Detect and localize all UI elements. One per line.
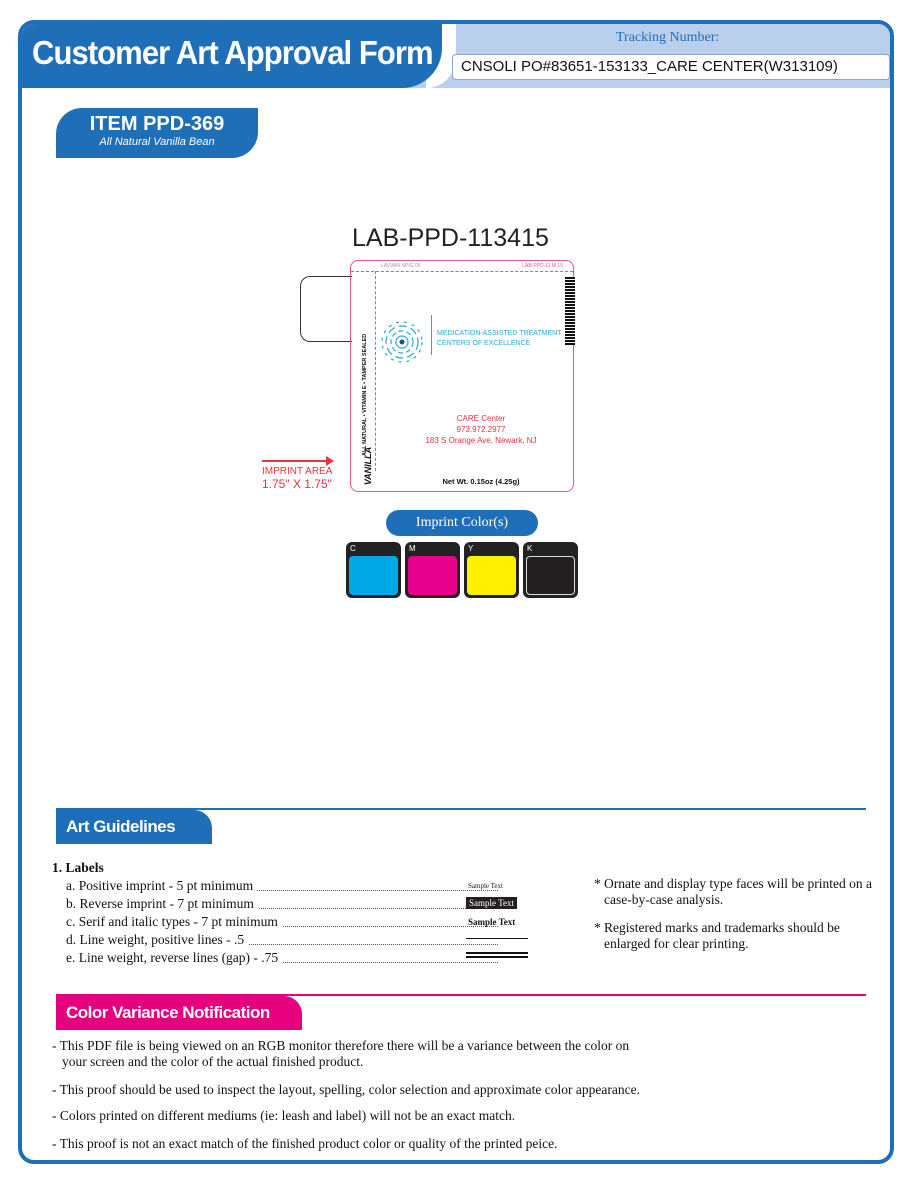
side-flavor: VANILLA <box>363 446 374 486</box>
page-title: Customer Art Approval Form <box>32 34 433 71</box>
swatch-fill <box>408 556 457 595</box>
swatch-letter: M <box>409 544 416 553</box>
net-weight: Net Wt. 0.15oz (4.25g) <box>442 477 520 486</box>
guideline-row <box>66 914 466 932</box>
org-name <box>437 329 561 349</box>
color-variance-title: Color Variance Notification <box>56 996 302 1030</box>
tracking-number-field[interactable]: CNSOLI PO#83651-153133_CARE CENTER(W313109) <box>452 54 890 80</box>
org-line-1: MEDICATION-ASSISTED TREATMENT <box>437 330 562 337</box>
swatch-cyan <box>346 542 401 598</box>
sample-reverse-line <box>466 952 528 958</box>
guideline-row <box>66 896 466 914</box>
art-guidelines-title: Art Guidelines <box>56 810 212 844</box>
note-text: Registered marks and trademarks should be enlarged for clear printing. <box>604 920 840 951</box>
barcode-icon <box>565 277 575 345</box>
variance-item: - This proof should be used to inspect the layout, spelling, color selection and approximate color appearance. <box>52 1082 640 1097</box>
swatch-fill <box>467 556 516 595</box>
imprint-colors-label: Imprint Color(s) <box>386 510 538 536</box>
imprint-arrow-icon <box>262 456 334 466</box>
bleed-line-left <box>375 271 376 471</box>
swatch-yellow <box>464 542 519 598</box>
sample-positive-line <box>466 938 528 939</box>
side-text: ALL NATURAL • VITAMIN E • TAMPER SEALED <box>362 333 368 456</box>
note-bullet: * <box>594 920 601 935</box>
guideline-row <box>66 950 466 968</box>
label-tiny-code-right: LAB-PPD-11 M 15 <box>522 263 563 269</box>
swirl-logo-icon <box>379 319 425 365</box>
sample-positive: Sample Text <box>468 882 503 890</box>
note-bullet: * <box>594 876 601 891</box>
guidelines-section: 1. Labels <box>52 860 104 875</box>
guideline-text: c. Serif and italic types - 7 pt minimum <box>66 914 282 929</box>
sample-reverse: Sample Text <box>466 897 517 909</box>
swatch-letter: C <box>350 544 356 553</box>
care-info <box>391 413 571 446</box>
guideline-note <box>594 920 874 952</box>
imprint-area-label: IMPRINT AREA <box>262 466 333 477</box>
item-name: All Natural Vanilla Bean <box>99 136 215 148</box>
swatch-fill <box>349 556 398 595</box>
guideline-text: d. Line weight, positive lines - .5 <box>66 932 248 947</box>
note-text: Ornate and display type faces will be printed on a case-by-case analysis. <box>604 876 873 907</box>
label-side-strip <box>357 275 374 486</box>
imprint-area <box>262 466 332 490</box>
swatch-fill <box>526 556 575 595</box>
swatch-black <box>523 542 578 598</box>
item-code: ITEM PPD-369 <box>89 113 225 135</box>
guideline-row <box>66 878 466 896</box>
label-code: LAB-PPD-113415 <box>352 224 549 252</box>
swatch-letter: K <box>527 544 533 553</box>
variance-item: - This proof is not an exact match of the finished product color or quality of the printed peice. <box>52 1136 558 1151</box>
care-phone: 973.972.2977 <box>456 425 506 434</box>
guideline-text: b. Reverse imprint - 7 pt minimum <box>66 896 258 911</box>
guideline-text: a. Positive imprint - 5 pt minimum <box>66 878 257 893</box>
header <box>22 24 890 88</box>
swatch-magenta <box>405 542 460 598</box>
variance-item: - Colors printed on different mediums (ie: leash and label) will not be an exact match. <box>52 1108 516 1123</box>
guideline-text: e. Line weight, reverse lines (gap) - .75 <box>66 950 282 965</box>
variance-item-cont: your screen and the color of the actual finished product. <box>62 1054 364 1069</box>
label-tiny-code-left: LAVVAN NPIG 00 <box>381 263 421 269</box>
imprint-area-size: 1.75" X 1.75" <box>262 477 332 491</box>
sample-serif: Sample Text <box>468 917 516 927</box>
guideline-row <box>66 932 466 950</box>
org-line-2: CENTERS OF EXCELLENCE <box>437 340 531 347</box>
bleed-line-top <box>351 271 573 272</box>
form-frame <box>18 20 894 1164</box>
variance-item: - This PDF file is being viewed on an RGB monitor therefore there will be a variance between the color on <box>52 1038 630 1053</box>
swatch-letter: Y <box>468 544 474 553</box>
header-title-bar <box>22 24 442 88</box>
tracking-label: Tracking Number: <box>616 30 720 45</box>
hang-tab-outline <box>300 276 352 342</box>
logo-divider <box>431 315 432 355</box>
guideline-note <box>594 876 874 908</box>
care-name: CARE Center <box>456 414 506 423</box>
label-proof <box>350 260 574 492</box>
item-badge <box>56 108 258 158</box>
care-address: 183 S Orange Ave, Newark, NJ <box>425 436 537 445</box>
